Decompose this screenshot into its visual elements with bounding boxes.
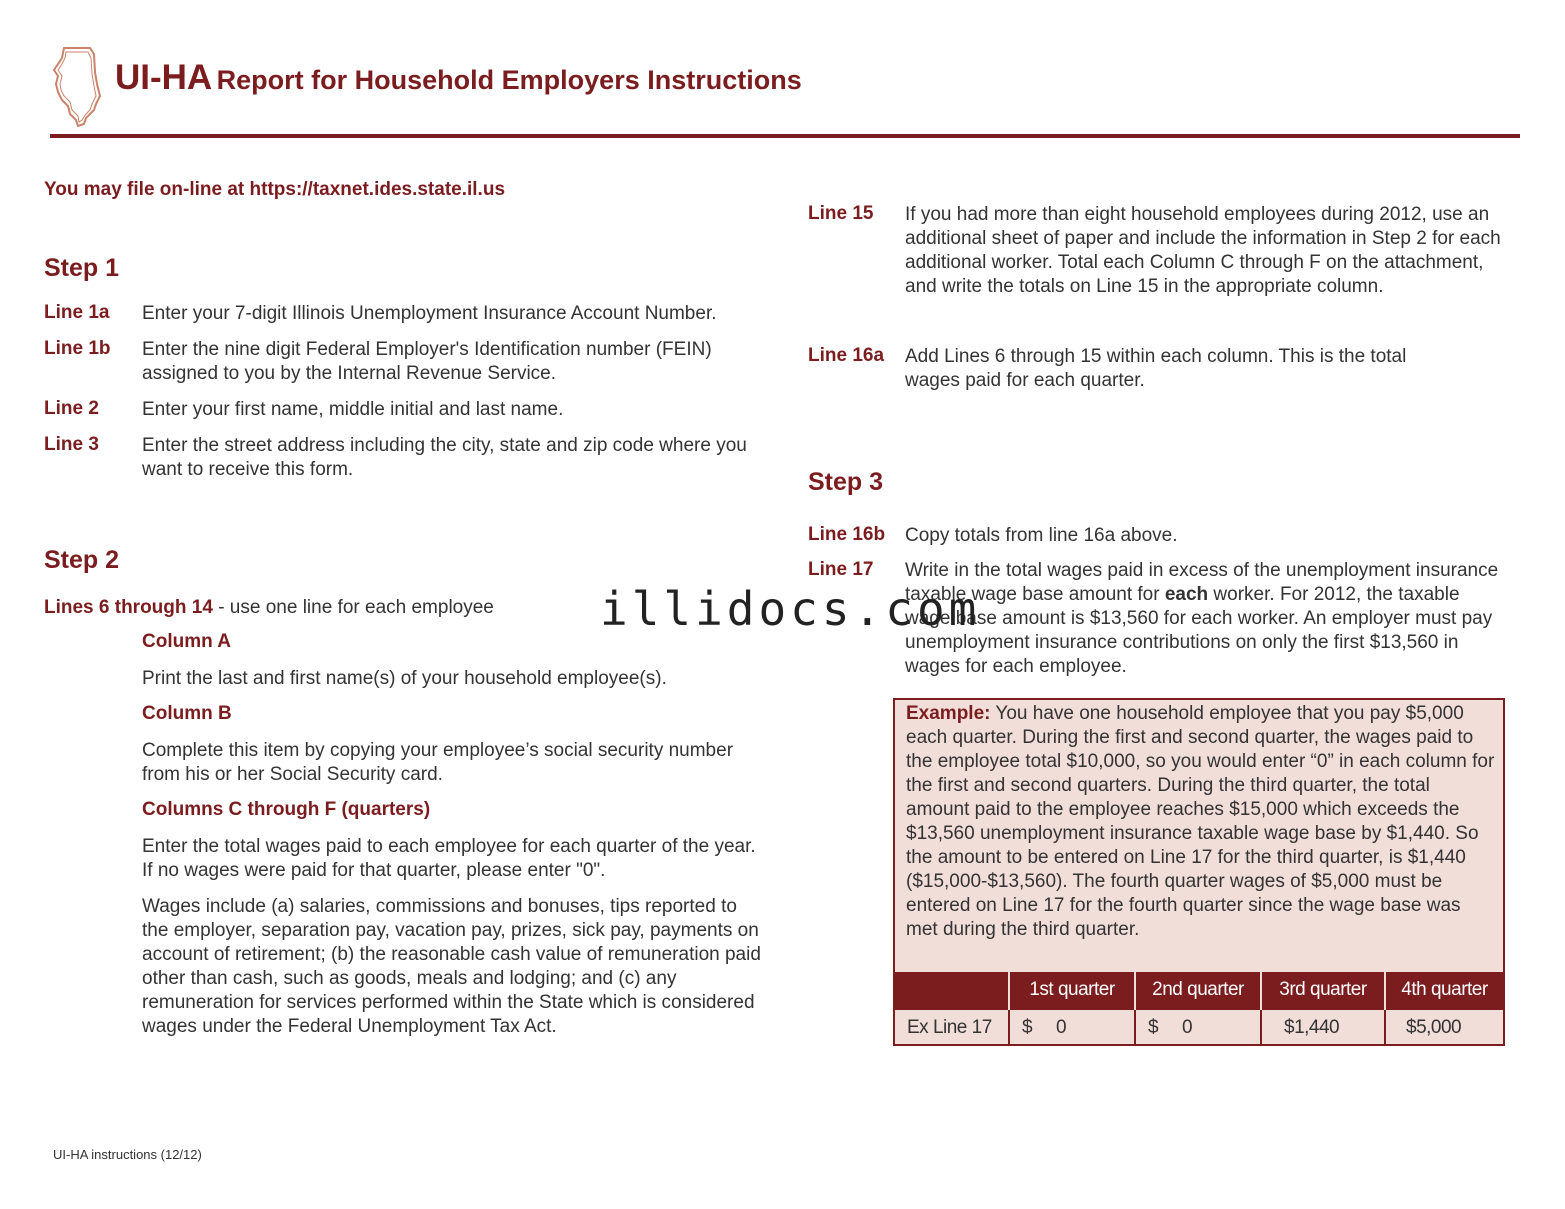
example-table [895, 972, 1503, 1046]
line-16b-label: Line 16b [808, 524, 886, 545]
table-header-q2: 2nd quarter [1135, 972, 1261, 1009]
lines-6-14-suffix: - use one line for each employee [212, 597, 494, 618]
page-title [115, 58, 802, 98]
example-label: Example: [906, 703, 991, 724]
line-3-text: Enter the street address including the city, state and zip code where you want to receive this form. [142, 435, 747, 480]
table-cell-label: Ex Line 17 [895, 1009, 1009, 1046]
line-15-text: If you had more than eight household employees during 2012, use an additional sheet of paper and include the information in Step 2 for each additional worker. Total each Column C through F on the attachment, and write the totals on Line 15 in the appropriate column. [905, 204, 1501, 297]
line-15-label: Line 15 [808, 203, 874, 224]
example-box [893, 698, 1505, 1046]
line-1b-text: Enter the nine digit Federal Employer's Identification number (FEIN) assigned to you by the Internal Revenue Service. [142, 339, 712, 384]
table-cell-q1: $ 0 [1009, 1009, 1135, 1046]
watermark: illidocs.com [600, 582, 981, 636]
line-16b-text: Copy totals from line 16a above. [905, 525, 1178, 546]
table-header-q3: 3rd quarter [1261, 972, 1385, 1009]
table-header-q4: 4th quarter [1385, 972, 1503, 1009]
line-1a-label: Line 1a [44, 302, 110, 323]
example-text [906, 702, 1496, 942]
line-1a-text: Enter your 7-digit Illinois Unemployment Insurance Account Number. [142, 303, 717, 324]
line-17-text-b: worker. For 2012, the taxable wage base amount is $13,560 for each worker. An employer must pay unemployment insurance contributions on only the first $13,560 in wages for each employee. [905, 584, 1493, 677]
line-3-label: Line 3 [44, 434, 99, 455]
table-cell-q4: $5,000 [1385, 1009, 1503, 1046]
column-b-heading: Column B [142, 703, 232, 724]
line-17-label: Line 17 [808, 559, 874, 580]
line-1b-label: Line 1b [44, 338, 111, 359]
line-16a-text: Add Lines 6 through 15 within each column. This is the total wages paid for each quarter. [905, 346, 1407, 391]
column-a-text: Print the last and first name(s) of your household employee(s). [142, 668, 667, 689]
line-2-label: Line 2 [44, 398, 99, 419]
title-code: UI-HA [115, 58, 213, 97]
table-cell-q2: $ 0 [1135, 1009, 1261, 1046]
title-text: Report for Household Employers Instructions [216, 65, 802, 95]
wages-definition-text: Wages include (a) salaries, commissions and bonuses, tips reported to the employer, separation pay, vacation pay, prizes, sick pay, payments on account of retirement; (b) the reasonable cash value of remuneration paid other than cash, such as goods, meals and lodging; and (c) any remuneration for services performed within the State which is considered wages under the Federal Unemployment Tax Act. [142, 896, 761, 1037]
example-table-header [895, 972, 1503, 1009]
table-header-blank [895, 972, 1009, 1009]
lines-6-14-label: Lines 6 through 14 [44, 597, 213, 618]
example-body: You have one household employee that you pay $5,000 each quarter. During the first and second quarter, the wages paid to the employee total $10,000, so you would enter “0” in each column for the first and second quarters. During the third quarter, the total amount paid to the employee reaches $15,000 which exceeds the $13,560 unemployment insurance taxable wage base by $1,440. So the amount to be entered on Line 17 for the third quarter, is $1,440 ($15,000-$13,560). The fourth quarter wages of $5,000 must be entered on Line 17 for the fourth quarter since the wage base was met during the third quarter. [906, 703, 1495, 940]
illinois-outline-icon [50, 44, 104, 128]
table-row [895, 1009, 1503, 1046]
line-16a-label: Line 16a [808, 345, 885, 366]
columns-c-f-heading: Columns C through F (quarters) [142, 799, 431, 820]
header-divider [50, 134, 1520, 138]
column-b-text: Complete this item by copying your employee’s social security number from his or her Social Security card. [142, 740, 734, 785]
online-filing-note: You may file on-line at https://taxnet.ides.state.il.us [44, 179, 506, 200]
step3-heading: Step 3 [808, 468, 884, 496]
table-header-q1: 1st quarter [1009, 972, 1135, 1009]
line-17-text-a: Write in the total wages paid in excess of the unemployment insurance taxable wage base amount for [905, 560, 1499, 605]
step2-heading: Step 2 [44, 546, 120, 574]
column-a-heading: Column A [142, 631, 232, 652]
line-17-text [905, 559, 1505, 679]
line-17-bold: each [1164, 584, 1209, 605]
footer-form-id: UI-HA instructions (12/12) [53, 1147, 202, 1162]
columns-c-f-text: Enter the total wages paid to each employee for each quarter of the year. If no wages were paid for that quarter, please enter "0". [142, 836, 756, 881]
table-cell-q3: $1,440 [1261, 1009, 1385, 1046]
step1-heading: Step 1 [44, 254, 120, 282]
line-2-text: Enter your first name, middle initial and last name. [142, 399, 564, 420]
